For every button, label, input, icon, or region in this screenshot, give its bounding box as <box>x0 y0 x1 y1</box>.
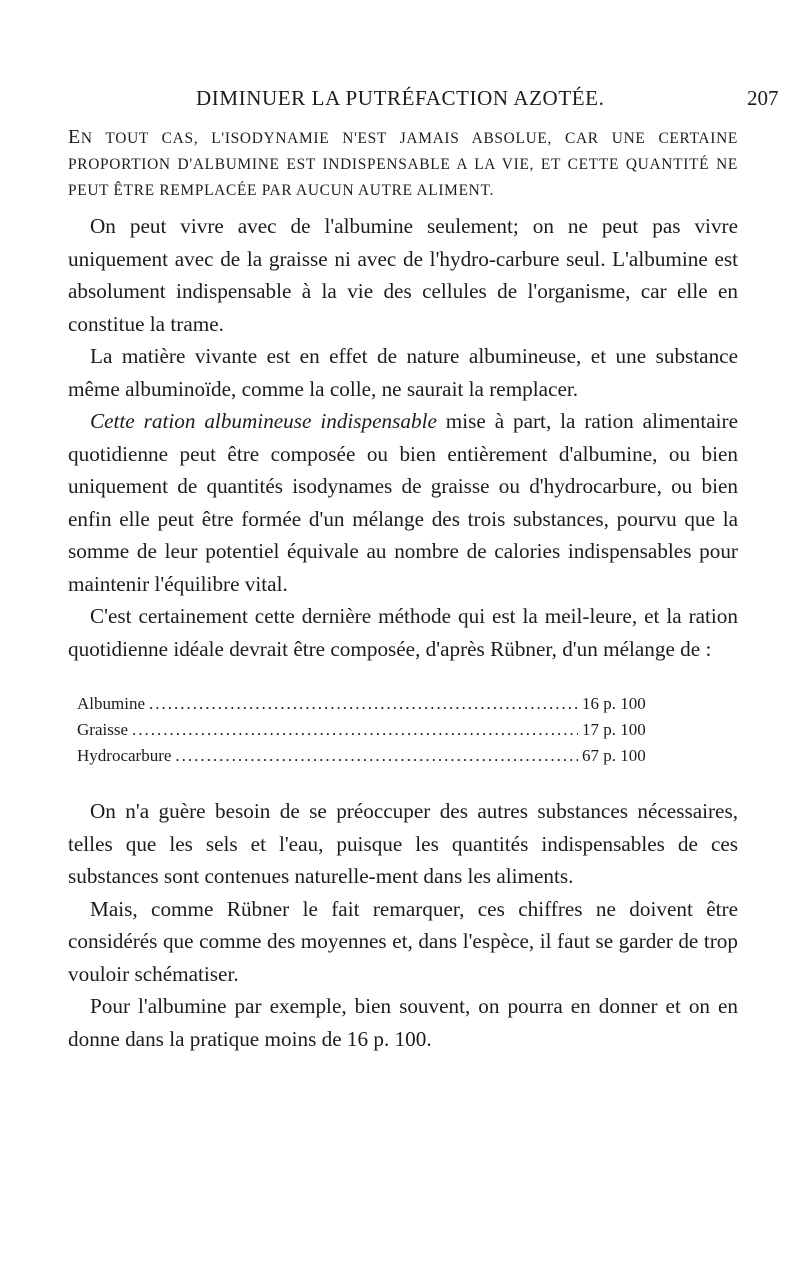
paragraph-ration-text: mise à part, la ration alimentaire quotidienne peut être composée ou bien entièrement d'albumine, ou bien uniquement de quantités isodynames de graisse ou d'hydrocarbure, ou bien enfin elle peut être formée d'un mélange des trois substances, pourvu que la somme de leur potentiel équivale au nombre de calories indispensables pour maintenir l'équilibre vital. <box>68 409 738 596</box>
italic-phrase: Cette ration albumineuse indispensable <box>90 409 437 433</box>
running-title: DIMINUER LA PUTRÉFACTION AZOTÉE. <box>196 86 605 110</box>
lead-paragraph <box>68 124 738 204</box>
dot-leader <box>132 717 578 743</box>
ration-label: Hydrocarbure <box>77 746 172 765</box>
ration-row-hydrocarbure <box>77 743 717 769</box>
ration-table <box>68 691 738 769</box>
paragraph-autres-substances: On n'a guère besoin de se préoccuper des autres substances nécessaires, telles que les sels et l'eau, puisque les quantités indispensables de ces substances sont contenues naturelle-ment dans les aliments. <box>68 799 738 888</box>
paragraph-moyennes: Mais, comme Rübner le fait remarquer, ces chiffres ne doivent être considérés que comme des moyennes et, dans l'espèce, il faut se garder de trop vouloir schématiser. <box>68 896 738 986</box>
lead-initial: E <box>68 126 81 148</box>
ration-label: Graisse <box>77 720 128 739</box>
running-head <box>0 86 801 116</box>
paragraph-albumine-seulement: On peut vivre avec de l'albumine seulement; on ne peut pas vivre uniquement avec de la graisse ni avec de l'hydro-carbure seul. L'albumine est absolument indispensable à la vie des cellules de l'organisme, car elle en constitue la trame. <box>68 214 738 336</box>
paragraph-matiere-vivante: La matière vivante est en effet de nature albumineuse, et une substance même albuminoïde, comme la colle, ne saurait la remplacer. <box>68 344 738 401</box>
lead-text: N TOUT CAS, L'ISODYNAMIE N'EST JAMAIS ABSOLUE, CAR UNE CERTAINE PROPORTION D'ALBUMINE EST INDISPENSABLE A LA VIE, ET CETTE QUANTITÉ NE PEUT ÊTRE REMPLACÉE PAR AUCUN AUTRE ALIMENT. <box>68 130 738 199</box>
paragraph-ration-alimentaire <box>68 405 738 600</box>
body-text <box>68 124 738 1055</box>
ration-label: Albumine <box>77 694 145 713</box>
ration-value: 67 p. 100 <box>582 746 646 765</box>
dot-leader <box>149 691 578 717</box>
page-number: 207 <box>747 86 779 110</box>
ration-row-graisse <box>77 717 717 743</box>
ration-row-albumine <box>77 691 717 717</box>
ration-value: 16 p. 100 <box>582 694 646 713</box>
ration-value: 17 p. 100 <box>582 720 646 739</box>
paragraph-methode-rubner: C'est certainement cette dernière méthode qui est la meil-leure, et la ration quotidienne idéale devrait être composée, d'après Rübner, d'un mélange de : <box>68 604 738 661</box>
dot-leader <box>175 743 578 769</box>
paragraph-albumine-pratique: Pour l'albumine par exemple, bien souvent, on pourra en donner et on en donne dans la pratique moins de 16 p. 100. <box>68 994 738 1051</box>
